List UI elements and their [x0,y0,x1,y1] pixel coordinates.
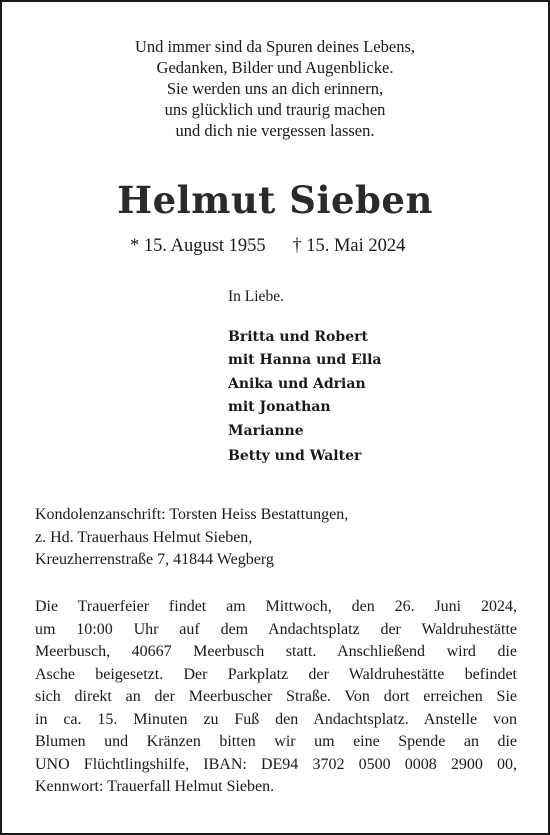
address-line: Kondolenzanschrift: Torsten Heiss Bestattungen, [35,506,349,523]
funeral-notice [35,596,517,799]
family-line: mit Jonathan [228,398,331,415]
family-group [228,445,381,468]
poem-line: uns glücklich und traurig machen [164,100,386,119]
poem-line: Gedanken, Bilder und Augenblicke. [156,58,394,77]
condolence-address [35,504,348,572]
poem-line: Sie werden uns an dich erinnern, [166,79,384,98]
notice-line: Meerbusch, 40667 Meerbusch statt. Anschließend wird die [35,643,517,660]
poem-line: und dich nie vergessen lassen. [175,121,375,140]
address-line: z. Hd. Trauerhaus Helmut Sieben, [35,528,253,546]
deceased-name: Helmut Sieben [117,178,433,222]
family-line: Betty und Walter [228,447,362,464]
notice-line: Blumen und Kränzen bitten wir um eine Spende an die [35,733,517,750]
notice-line: um 10:00 Uhr auf dem Andachtsplatz der Waldruhestätte [35,620,517,638]
family-group [228,326,381,371]
family-line: mit Hanna und Ella [228,351,382,368]
notice-line: UNO Flüchtlingshilfe, IBAN: DE94 3702 0500 0008 2900 00, [35,755,517,773]
family-list [228,326,381,469]
death-date: † 15. Mai 2024 [292,236,406,256]
family-group [228,420,381,443]
life-dates [130,236,405,257]
family-line: Marianne [228,423,304,439]
notice-line: Kennwort: Trauerfall Helmut Sieben. [35,778,275,795]
signoff-text: In Liebe. [228,288,284,305]
memorial-poem [0,36,550,141]
notice-line: sich direkt an der Meerbuscher Straße. Von dort erreichen Sie [35,688,517,705]
notice-line: Asche beigesetzt. Der Parkplatz der Waldruhestätte befindet [35,665,517,683]
notice-line: in ca. 15. Minuten zu Fuß den Andachtsplatz. Anstelle von [35,710,517,728]
notice-line: Die Trauerfeier findet am Mittwoch, den 26. Juni 2024, [35,598,517,615]
address-line: Kreuzherrenstraße 7, 41844 Wegberg [35,551,274,568]
family-group [228,373,381,418]
poem-line: Und immer sind da Spuren deines Lebens, [135,37,415,56]
birth-date: * 15. August 1955 [130,236,266,256]
family-line: Britta und Robert [228,329,368,345]
family-line: Anika und Adrian [228,376,366,392]
